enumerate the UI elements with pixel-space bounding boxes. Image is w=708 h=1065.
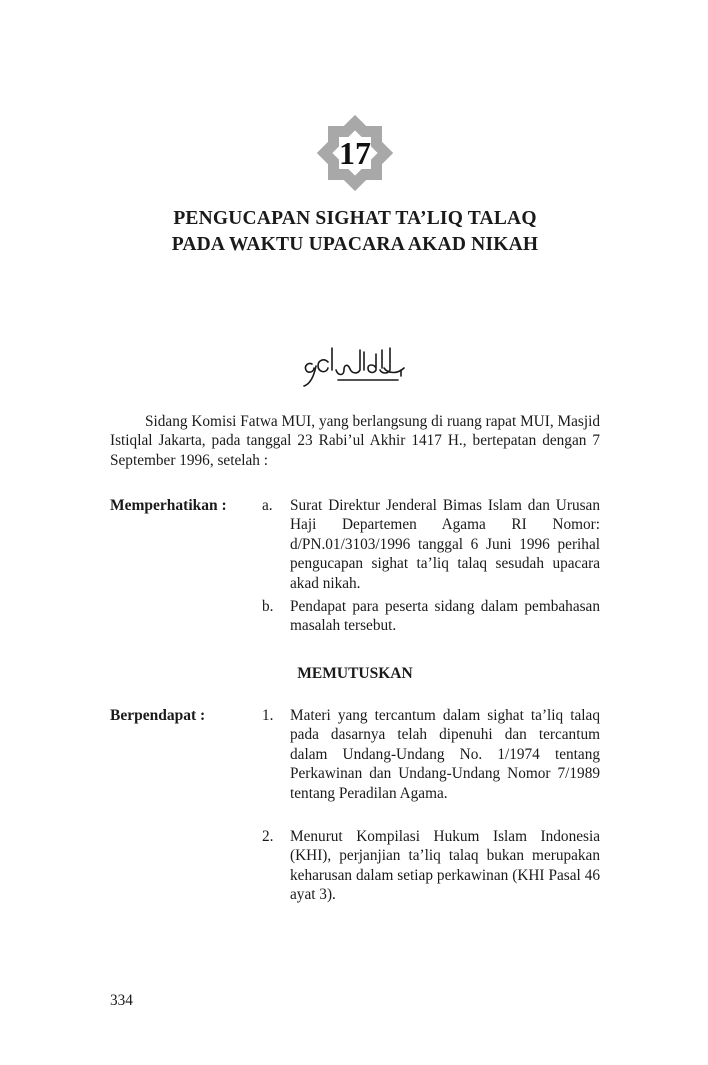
page-title-line-2: PADA WAKTU UPACARA AKAD NIKAH [171,234,539,255]
list-item-marker: b. [262,598,274,615]
memutuskan-heading: MEMUTUSKAN [297,665,413,682]
page-title-line-1: PENGUCAPAN SIGHAT TA’LIQ TALAQ [173,208,537,229]
basmalah-calligraphy-icon [298,340,410,392]
list-item-text: Materi yang tercantum dalam sighat ta’liq talaq pada dasarnya telah dipenuhi dan tercantum dalam Undang-Undang No. 1/1974 tentang Perkawinan dan Undang-Undang Nomor 7/1989 tentang Peradilan Agama. [290,707,600,802]
list-item-text: Pendapat para peserta sidang dalam pembahasan masalah tersebut. [290,598,600,635]
chapter-number: 17 [339,134,371,171]
berpendapat-label: Berpendapat : [110,707,206,724]
intro-paragraph: Sidang Komisi Fatwa MUI, yang berlangsung di ruang rapat MUI, Masjid Istiqlal Jakarta, pada tanggal 23 Rabi’ul Akhir 1417 H., bertepatan dengan 7 September 1996, setelah : [110,413,600,469]
memperhatikan-label: Memperhatikan : [110,497,227,514]
list-item-text: Surat Direktur Jenderal Bimas Islam dan Urusan Haji Departemen Agama RI Nomor: d/PN.01/3103/1996 tanggal 6 Juni 1996 perihal pengucapan sighat ta’liq talaq sesudah upacara akad nikah. [290,497,600,592]
page-number: 334 [110,992,133,1009]
list-item-text: Menurut Kompilasi Hukum Islam Indonesia (KHI), perjanjian ta’liq talaq bukan merupakan keharusan dalam setiap perkawinan (KHI Pasal 46 ayat 3). [290,828,600,904]
chapter-number-badge [312,110,398,196]
basmalah-calligraphy [298,340,410,392]
list-item-marker: 1. [262,707,274,724]
list-item-marker: 2. [262,828,274,845]
list-item-marker: a. [262,497,273,514]
